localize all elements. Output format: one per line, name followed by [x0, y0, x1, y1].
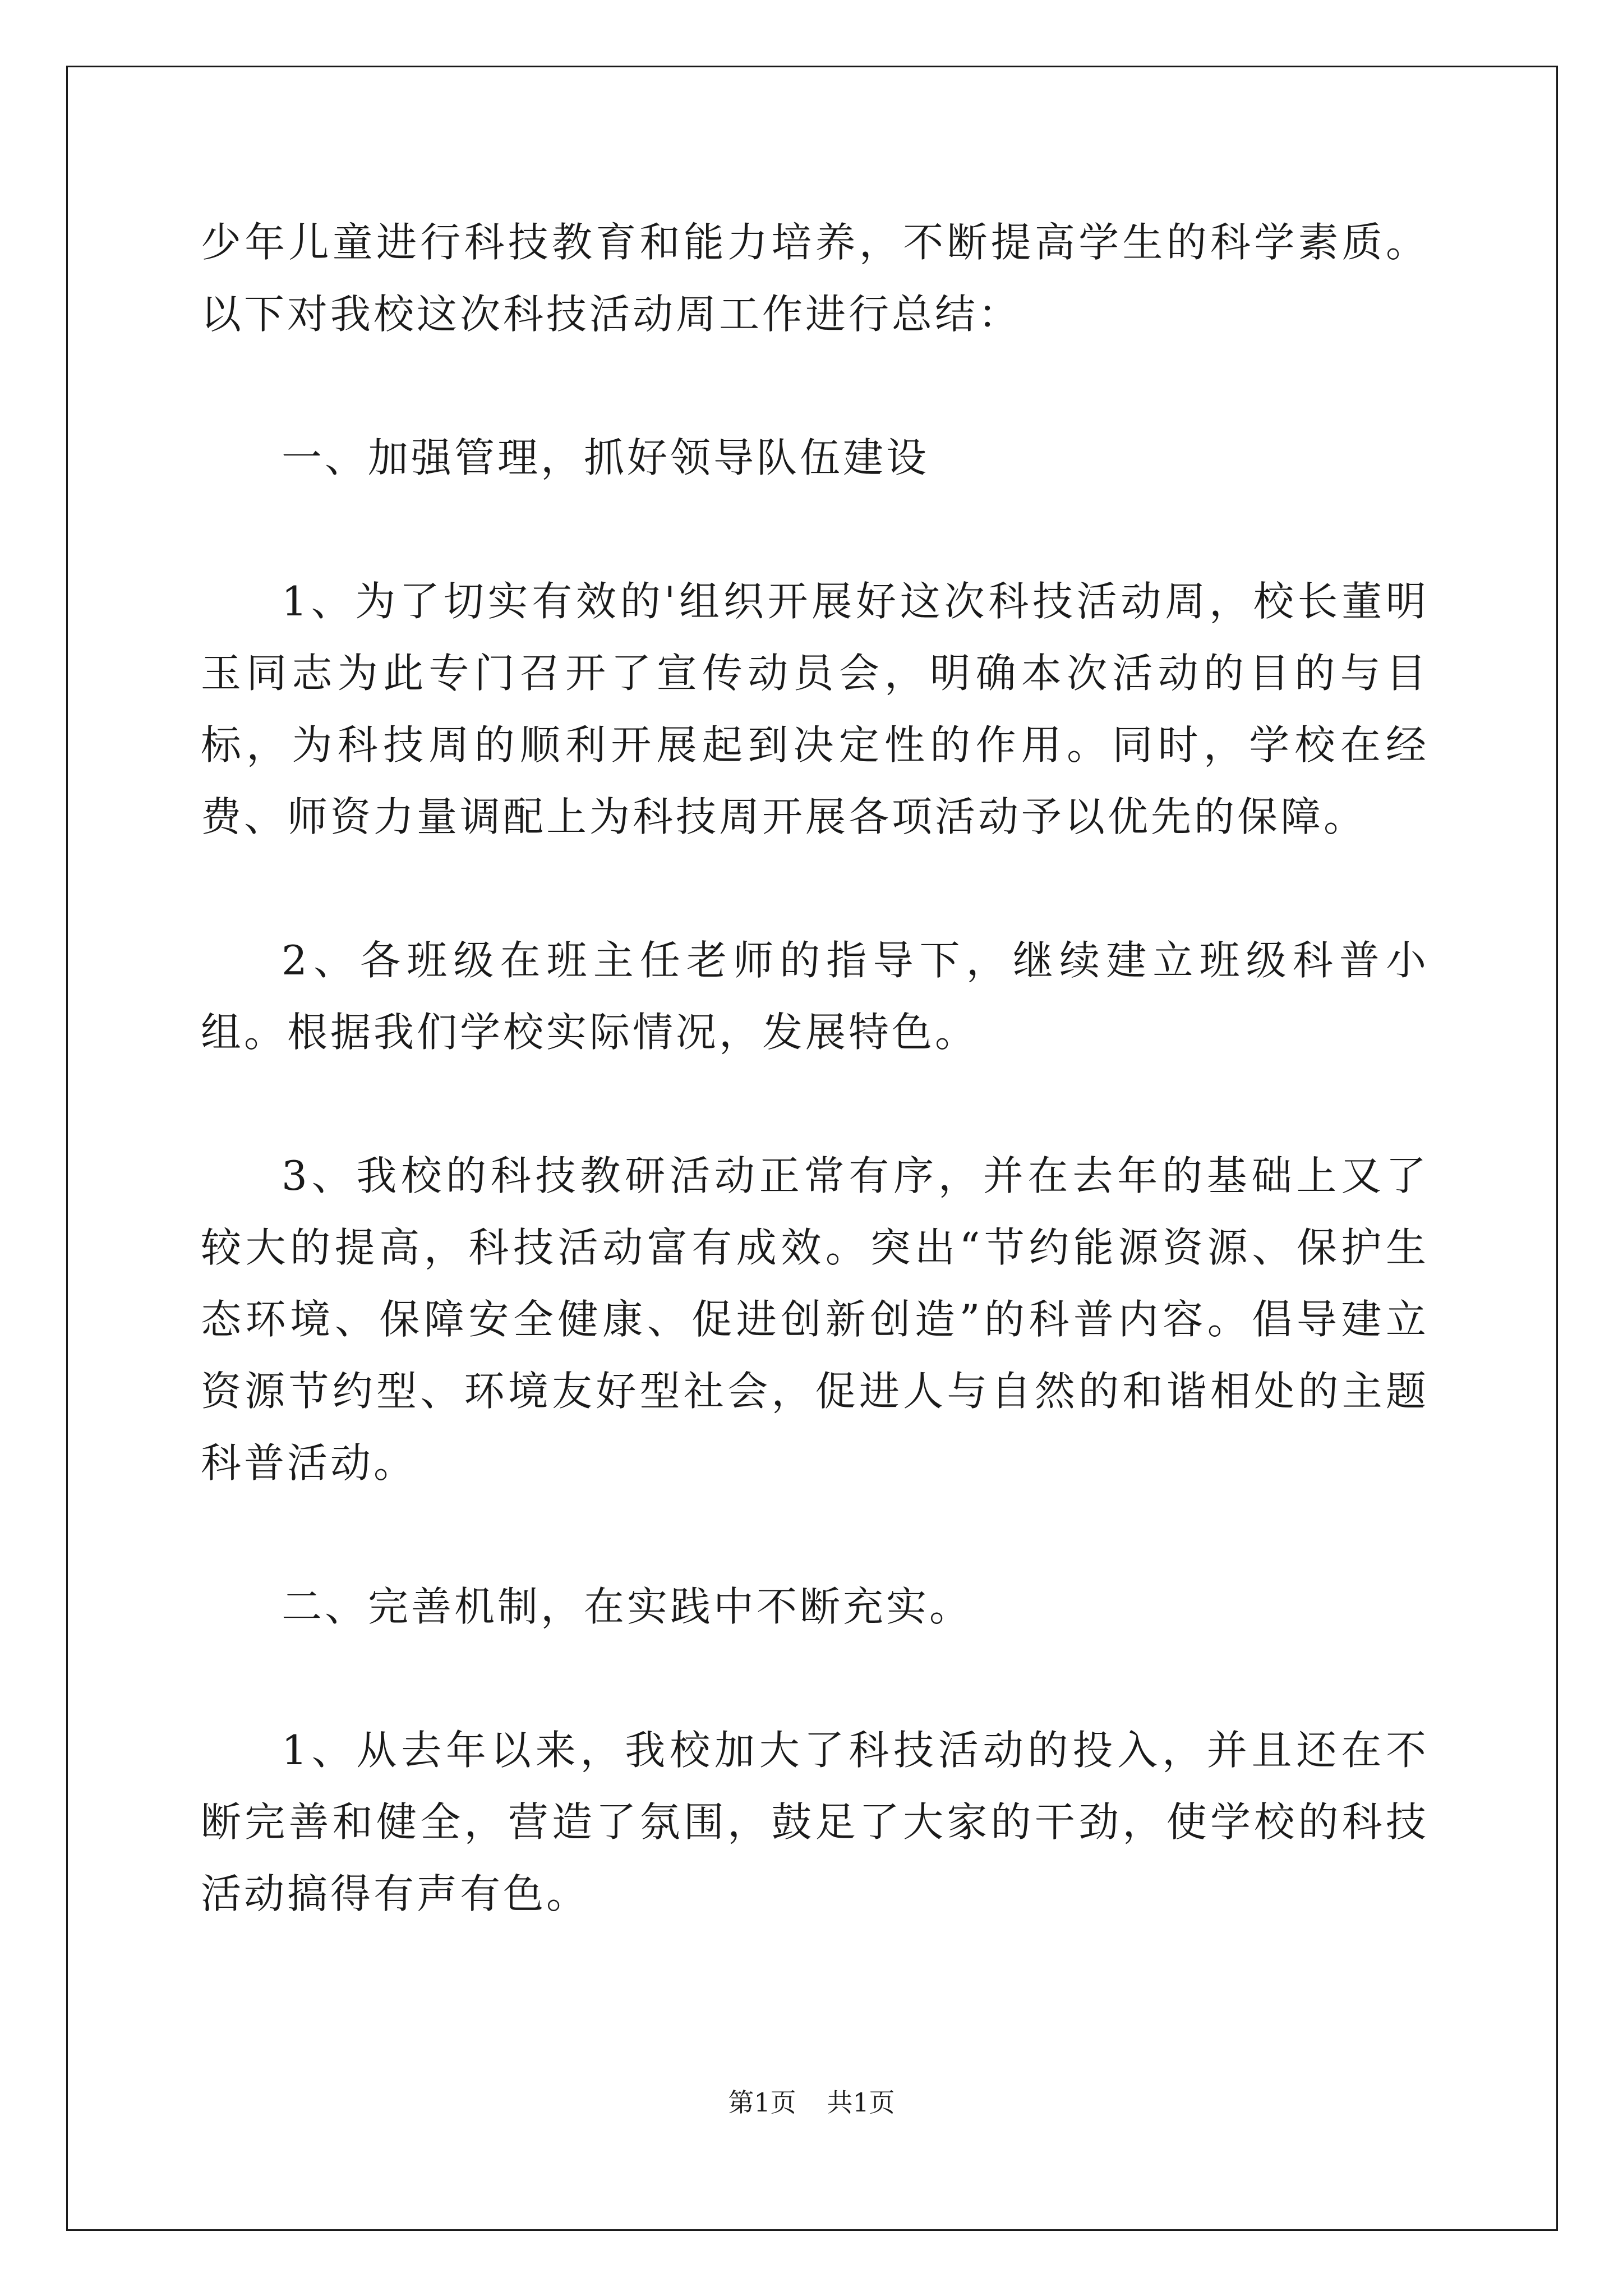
page-number: 第1页	[728, 2087, 796, 2118]
heading-section-1: 一、加强管理，抓好领导队伍建设	[282, 434, 930, 481]
paragraph-1-3: 3、我校的科技教研活动正常有序，并在去年的基础上又了较大的提高，科技活动富有成效。突出“节约能源资源、保护生态环境、保障安全健康、促进创新创造”的科普内容。倡导建立资源节约型、环境友好型社会，促进人与自然的和谐相处的主题科普活动。	[201, 1152, 1429, 1487]
page-footer	[0, 2082, 1623, 2119]
page-total: 共1页	[827, 2087, 895, 2118]
paragraph-2-1: 1、从去年以来，我校加大了科技活动的投入，并且还在不断完善和健全，营造了氛围，鼓足了大家的干劲，使学校的科技活动搞得有声有色。	[201, 1727, 1429, 1917]
heading-section-2: 二、完善机制，在实践中不断充实。	[282, 1583, 973, 1630]
document-body	[201, 206, 1429, 2001]
paragraph-intro: 少年儿童进行科技教育和能力培养，不断提高学生的科学素质。以下对我校这次科技活动周工作进行总结：	[201, 219, 1429, 338]
paragraph-1-2: 2、各班级在班主任老师的指导下，继续建立班级科普小组。根据我们学校实际情况，发展特色。	[201, 937, 1429, 1056]
paragraph-1-1: 1、为了切实有效的'组织开展好这次科技活动周，校长董明玉同志为此专门召开了宣传动员会，明确本次活动的目的与目标，为科技周的顺利开展起到决定性的作用。同时，学校在经费、师资力量调配上为科技周开展各项活动予以优先的保障。	[201, 578, 1429, 840]
